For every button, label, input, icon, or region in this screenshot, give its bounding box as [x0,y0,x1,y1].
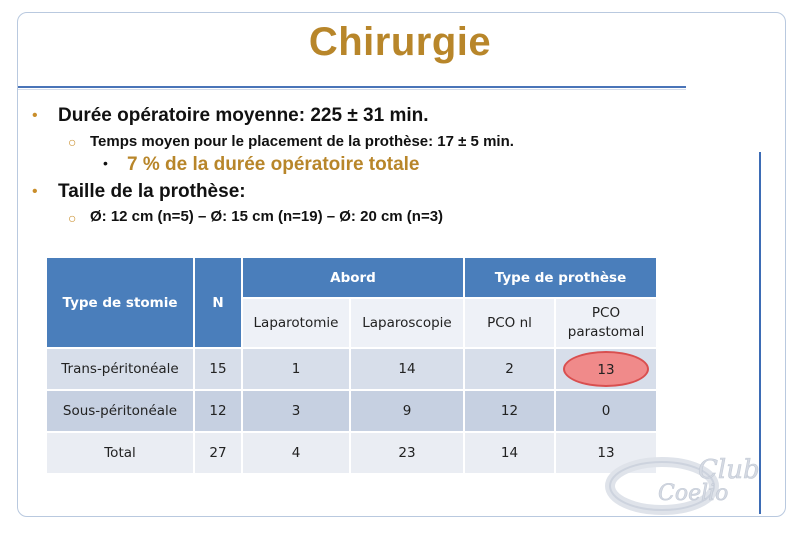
cell-n: 12 [194,390,242,432]
cell-pco-nl: 14 [464,432,555,474]
cell-pco-nl: 12 [464,390,555,432]
row-label: Sous-péritonéale [46,390,194,432]
header-type-prothese: Type de prothèse [464,257,657,298]
bullet-pourcentage: 7 % de la durée opératoire totale [127,154,420,175]
header-abord: Abord [242,257,464,298]
cell-pco-nl: 2 [464,348,555,390]
bullet-temps: Temps moyen pour le placement de la prothèse: 17 ± 5 min. [90,133,514,150]
bullet-circle-icon: ○ [68,134,77,150]
cell-laparoscopie: 23 [350,432,464,474]
highlight-oval: 13 [563,351,649,387]
bullet-dot-icon: • [32,107,38,124]
bullet-dot-icon: • [32,183,38,200]
svg-text:Coelio: Coelio [658,481,729,506]
bullet-duree: Durée opératoire moyenne: 225 ± 31 min. [58,105,429,126]
cell-pco-parastomal-highlight [555,348,657,390]
bullet-circle-icon: ○ [68,210,77,226]
bullet-square-icon: • [103,155,108,171]
cell-laparotomie: 1 [242,348,350,390]
row-label: Total [46,432,194,474]
header-n: N [194,257,242,348]
header-pco-nl: PCO nl [464,298,555,348]
table-row [46,390,657,432]
data-table [45,256,658,475]
cell-n: 27 [194,432,242,474]
table-row [46,348,657,390]
cell-laparoscopie: 9 [350,390,464,432]
header-laparotomie: Laparotomie [242,298,350,348]
table-row [46,432,657,474]
bullet-diametres: Ø: 12 cm (n=5) – Ø: 15 cm (n=19) – Ø: 20 cm (n=3) [90,208,444,225]
bullet-taille: Taille de la prothèse: [58,181,246,202]
header-type-stomie: Type de stomie [46,257,194,348]
slide-title: Chirurgie [308,20,492,64]
cell-pco-parastomal: 0 [555,390,657,432]
cell-n: 15 [194,348,242,390]
cell-laparoscopie: 14 [350,348,464,390]
header-laparoscopie: Laparoscopie [350,298,464,348]
club-coelio-logo [600,448,790,518]
cell-laparotomie: 4 [242,432,350,474]
row-label: Trans-péritonéale [46,348,194,390]
svg-text:Club: Club [698,455,760,485]
cell-pco-parastomal: 13 [555,432,657,474]
cell-laparotomie: 3 [242,390,350,432]
header-pco-parastomal: PCO parastomal [555,298,657,348]
